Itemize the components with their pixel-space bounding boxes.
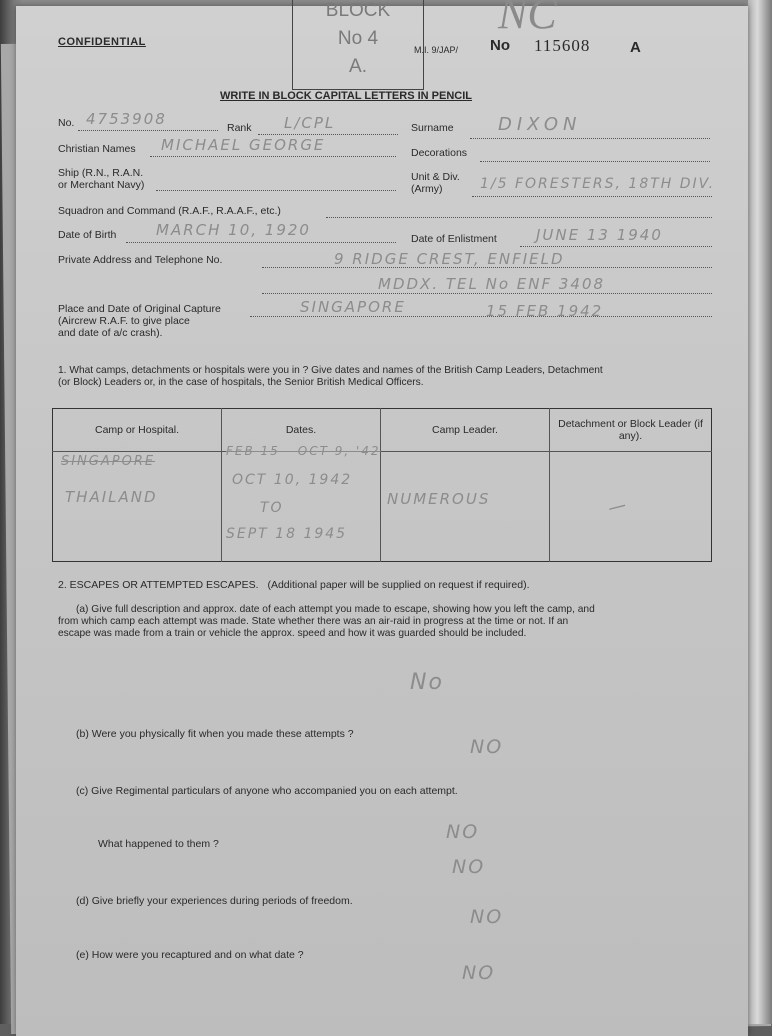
- page-edges: [748, 0, 772, 1024]
- stamp-line-3: A.: [349, 56, 367, 77]
- instruction-heading: WRITE IN BLOCK CAPITAL LETTERS IN PENCIL: [220, 90, 472, 102]
- answer-2e: NO: [462, 962, 496, 984]
- camp-entry-2: THAILAND: [65, 488, 158, 506]
- capture-place-value: SINGAPORE: [300, 298, 406, 316]
- question-2a-text: (a) Give full description and approx. date of each attempt you made to escape, showing how you left the camp, and from which camp each attempt was made. State whether there was an air-raid in progress at the time or not. If an escape was made from a train or vehicle the approx. speed and how it was guarded should be included.: [58, 604, 595, 639]
- question-2b-text: (b) Were you physically fit when you made these attempts ?: [76, 728, 354, 740]
- dates-entry-1: FEB 15 - OCT 9, '42: [226, 444, 381, 458]
- unit-value: 1/5 FORESTERS, 18TH DIV.: [480, 176, 716, 192]
- ship-label: Ship (R.N., R.A.N. or Merchant Navy): [58, 167, 145, 191]
- enlistment-label: Date of Enlistment: [411, 233, 497, 245]
- camps-table: [52, 408, 712, 562]
- address-label: Private Address and Telephone No.: [58, 254, 223, 266]
- form-number-label: No: [490, 37, 510, 54]
- surname-value: DIXON: [498, 114, 582, 135]
- capture-label: Place and Date of Original Capture (Aircrew R.A.F. to give place and date of a/c crash).: [58, 303, 221, 339]
- unit-label: Unit & Div. (Army): [411, 171, 460, 195]
- address-value-line1: 9 RIDGE CREST, ENFIELD: [334, 250, 565, 268]
- date-of-birth-value: MARCH 10, 1920: [156, 221, 311, 239]
- col-dates: Dates.: [222, 409, 381, 452]
- service-number-label: No.: [58, 117, 75, 129]
- date-of-birth-label: Date of Birth: [58, 229, 117, 241]
- form-page: [16, 0, 748, 1036]
- capture-date-value: 15 FEB 1942: [486, 302, 604, 320]
- stamp-line-2: No 4: [337, 28, 379, 49]
- question-2c-sub-text: What happened to them ?: [98, 838, 219, 850]
- answer-2c-sub: NO: [452, 856, 486, 878]
- block-stamp: [292, 0, 424, 90]
- question-1-text: 1. What camps, detachments or hospitals were you in ? Give dates and names of the British Camp Leaders, Detachment (or Block) Leaders or, in the case of hospitals, the Senior British Medical Officers.: [58, 365, 603, 388]
- rank-label: Rank: [227, 122, 252, 134]
- answer-2d: NO: [470, 906, 504, 928]
- col-detachment-leader: Detachment or Block Leader (if any).: [550, 409, 712, 452]
- confidential-label: CONFIDENTIAL: [58, 36, 146, 48]
- christian-names-label: Christian Names: [58, 143, 136, 155]
- service-number-value: 4753908: [86, 110, 167, 128]
- cell-camp: [53, 452, 222, 562]
- rank-value: L/CPL: [284, 114, 336, 132]
- christian-names-value: MICHAEL GEORGE: [161, 136, 326, 154]
- question-2c-text: (c) Give Regimental particulars of anyone who accompanied you on each attempt.: [76, 785, 458, 797]
- enlistment-value: JUNE 13 1940: [536, 226, 663, 244]
- squadron-label: Squadron and Command (R.A.F., R.A.A.F., etc.): [58, 205, 281, 217]
- cell-camp-leader: [381, 452, 550, 562]
- form-reference: M.I. 9/JAP/: [414, 45, 459, 55]
- table-row: [53, 452, 712, 562]
- question-2d-text: (d) Give briefly your experiences during periods of freedom.: [76, 895, 353, 907]
- corner-mark: NC: [498, 0, 557, 38]
- detachment-entry: —: [605, 493, 631, 520]
- dates-entry-4: SEPT 18 1945: [226, 526, 348, 542]
- question-2-title: 2. ESCAPES OR ATTEMPTED ESCAPES. (Additional paper will be supplied on request if required).: [58, 579, 530, 591]
- cell-dates: [222, 444, 381, 562]
- decorations-label: Decorations: [411, 147, 468, 159]
- form-suffix: A: [630, 39, 641, 56]
- surname-label: Surname: [411, 122, 454, 134]
- cell-detachment: [550, 452, 712, 562]
- answer-2a: No: [410, 670, 444, 695]
- answer-2c: NO: [446, 821, 480, 843]
- form-number: 115608: [534, 36, 591, 55]
- col-camp-or-hospital: Camp or Hospital.: [53, 409, 222, 452]
- camp-leader-entry: NUMEROUS: [387, 490, 491, 508]
- question-2e-text: (e) How were you recaptured and on what date ?: [76, 949, 304, 961]
- stamp-line-1: BLOCK: [325, 0, 391, 21]
- camp-entry-1: SINGAPORE: [61, 454, 156, 469]
- col-camp-leader: Camp Leader.: [381, 409, 550, 452]
- dates-entry-2: OCT 10, 1942: [232, 472, 353, 488]
- dates-entry-3: TO: [260, 500, 284, 516]
- answer-2b: NO: [470, 736, 504, 758]
- address-value-line2: MDDX. TEL No ENF 3408: [378, 275, 606, 293]
